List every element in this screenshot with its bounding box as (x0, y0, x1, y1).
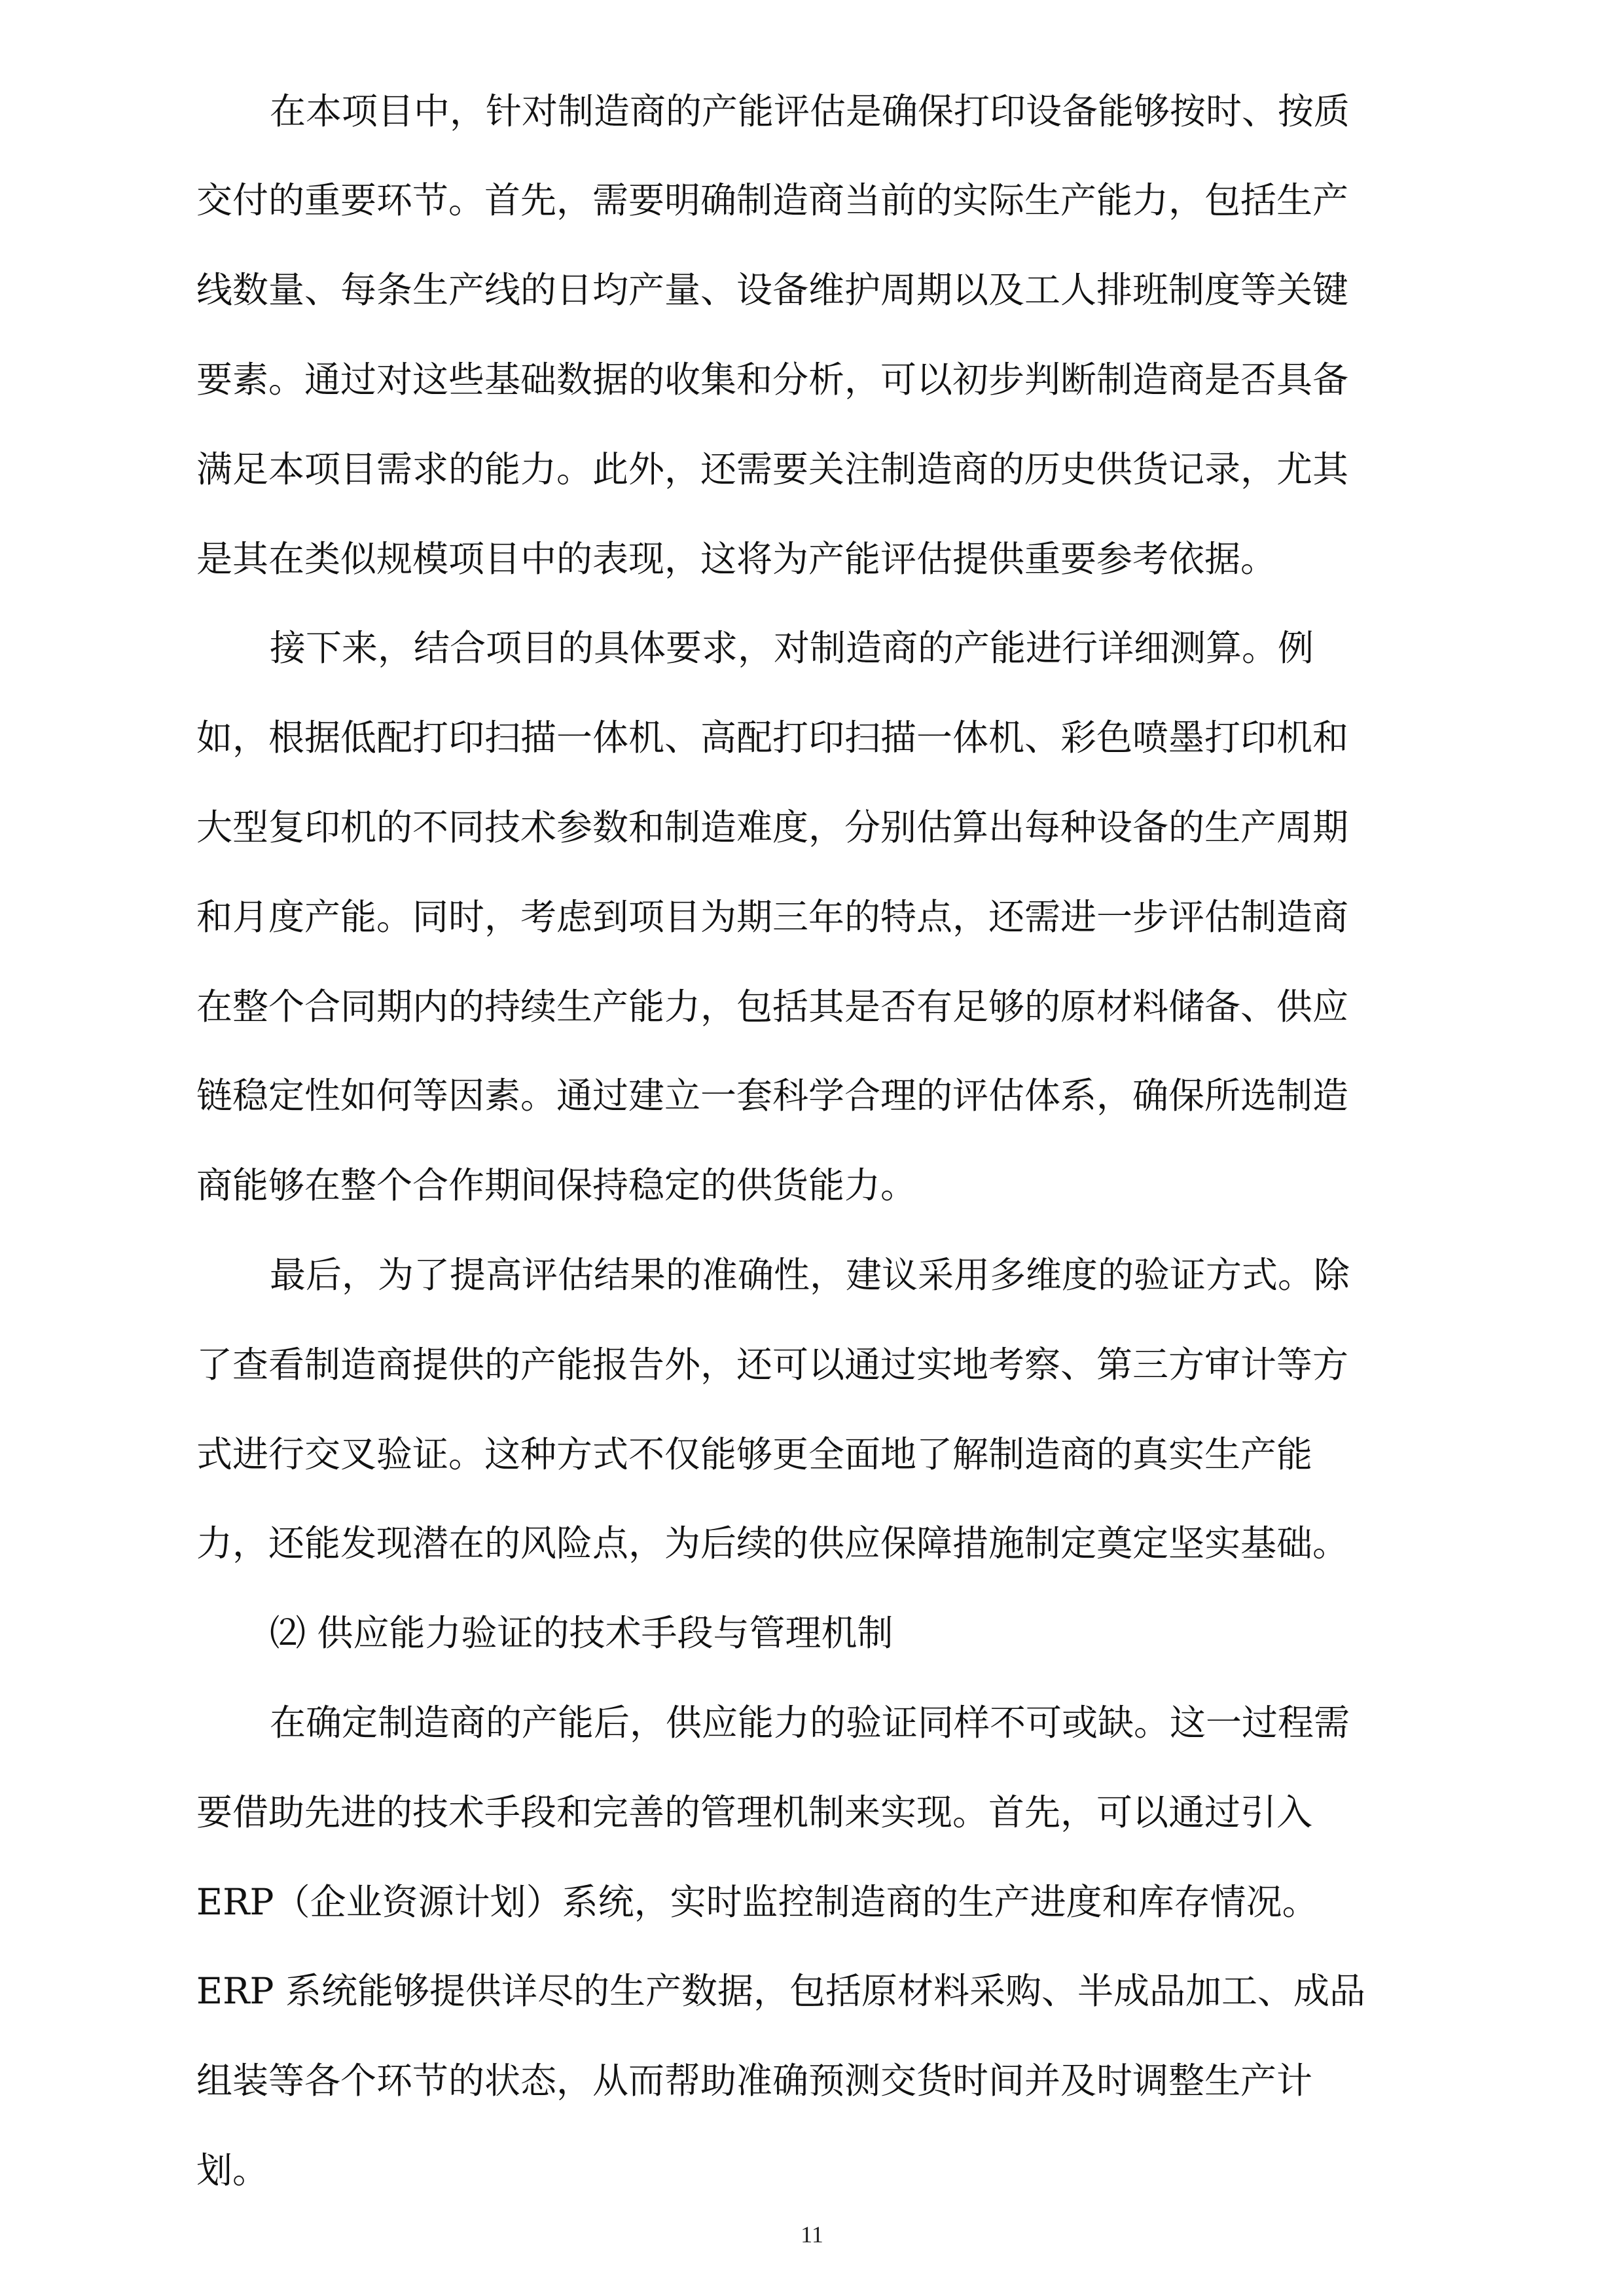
paragraph-4-line-3: ERP（企业资源计划）系统，实时监控制造商的生产进度和库存情况。 (196, 1881, 1318, 1923)
paragraph-2-line-7: 商能够在整个合作期间保持稳定的供货能力。 (196, 1164, 917, 1206)
paragraph-2-line-5: 在整个合同期内的持续生产能力，包括其是否有足够的原材料储备、供应 (196, 986, 1349, 1028)
paragraph-2-line-1: 接下来，结合项目的具体要求，对制造商的产能进行详细测算。例 (270, 627, 1314, 669)
paragraph-2-line-6: 链稳定性如何等因素。通过建立一套科学合理的评估体系，确保所选制造 (196, 1075, 1349, 1117)
page-number: 11 (801, 2221, 823, 2248)
paragraph-1-line-6: 是其在类似规模项目中的表现，这将为产能评估提供重要参考依据。 (196, 538, 1277, 580)
paragraph-2-line-2: 如，根据低配打印扫描一体机、高配打印扫描一体机、彩色喷墨打印机和 (196, 717, 1349, 759)
paragraph-3-line-1: 最后，为了提高评估结果的准确性，建议采用多维度的验证方式。除 (270, 1254, 1350, 1296)
paragraph-4-line-6: 划。 (196, 2149, 269, 2191)
paragraph-4-line-4: ERP 系统能够提供详尽的生产数据，包括原材料采购、半成品加工、成品 (196, 1970, 1366, 2012)
paragraph-1-line-2: 交付的重要环节。首先，需要明确制造商当前的实际生产能力，包括生产 (196, 179, 1349, 221)
paragraph-2-line-4: 和月度产能。同时，考虑到项目为期三年的特点，还需进一步评估制造商 (196, 896, 1349, 938)
paragraph-4-line-5: 组装等各个环节的状态，从而帮助准确预测交货时间并及时调整生产计 (196, 2060, 1313, 2102)
paragraph-1-line-1: 在本项目中，针对制造商的产能评估是确保打印设备能够按时、按质 (270, 90, 1350, 132)
paragraph-3-line-4: 力，还能发现潜在的风险点，为后续的供应保障措施制定奠定坚实基础。 (196, 1522, 1349, 1564)
paragraph-3-line-2: 了查看制造商提供的产能报告外，还可以通过实地考察、第三方审计等方 (196, 1344, 1349, 1386)
paragraph-3-line-3: 式进行交叉验证。这种方式不仅能够更全面地了解制造商的真实生产能 (196, 1433, 1313, 1475)
paragraph-1-line-3: 线数量、每条生产线的日均产量、设备维护周期以及工人排班制度等关键 (196, 269, 1349, 311)
paragraph-1-line-4: 要素。通过对这些基础数据的收集和分析，可以初步判断制造商是否具备 (196, 359, 1349, 401)
paragraph-1-line-5: 满足本项目需求的能力。此外，还需要关注制造商的历史供货记录，尤其 (196, 448, 1349, 490)
paragraph-2-line-3: 大型复印机的不同技术参数和制造难度，分别估算出每种设备的生产周期 (196, 806, 1349, 848)
section-heading: ⑵ 供应能力验证的技术手段与管理机制 (270, 1612, 893, 1654)
paragraph-4-line-2: 要借助先进的技术手段和完善的管理机制来实现。首先，可以通过引入 (196, 1791, 1313, 1833)
paragraph-4-line-1: 在确定制造商的产能后，供应能力的验证同样不可或缺。这一过程需 (270, 1702, 1350, 1744)
